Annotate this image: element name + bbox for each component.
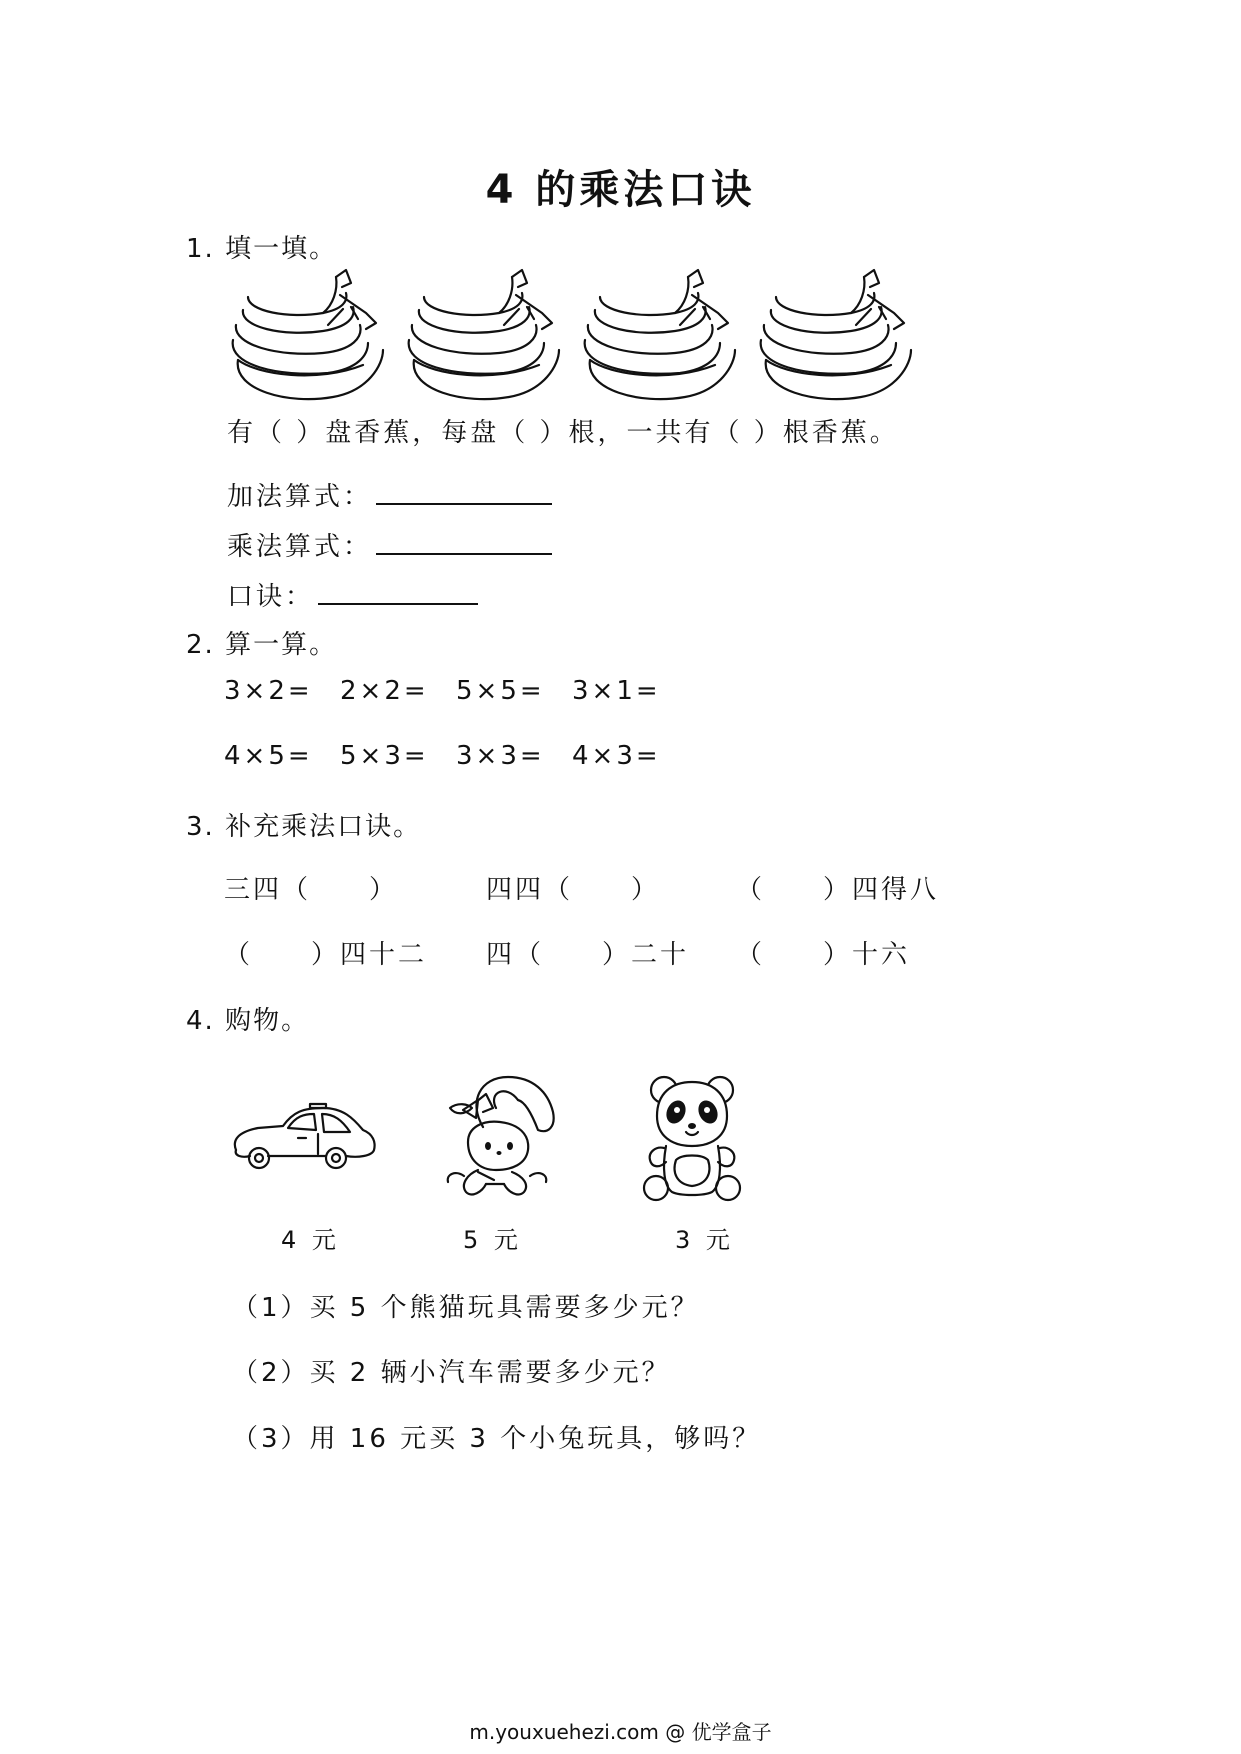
- q3-rhyme-item: （ ）四十二: [224, 940, 428, 970]
- q4-question-3: （3）用 16 元买 3 个小兔玩具，够吗？: [232, 1424, 762, 1454]
- q2-problem: 3×2=: [224, 676, 313, 706]
- q4-heading: 4. 购物。: [186, 1006, 310, 1036]
- car-price: 4 元: [281, 1226, 340, 1254]
- q2-heading: 2. 算一算。: [186, 630, 338, 660]
- toy-panda-icon: [642, 1068, 742, 1208]
- panda-price: 3 元: [675, 1226, 734, 1254]
- multiplication-label: 乘法算式：: [227, 532, 373, 562]
- page-title: 4 的乘法口诀: [485, 167, 756, 213]
- q2-problem: 2×2=: [340, 676, 429, 706]
- q4-question-1: （1）买 5 个熊猫玩具需要多少元？: [232, 1293, 700, 1323]
- q3-rhyme-item: 四四（ ）: [486, 875, 661, 905]
- q3-rhyme-item: 四（ ）二十: [486, 940, 690, 970]
- footer-watermark: m.youxuehezi.com @ 优学盒子: [469, 1720, 772, 1744]
- rhyme-answer-blank[interactable]: [318, 583, 478, 605]
- q3-heading: 3. 补充乘法口诀。: [186, 812, 422, 842]
- rhyme-label: 口诀：: [227, 582, 315, 612]
- banana-plate-icon: [0, 0, 1241, 420]
- q1-heading: 1. 填一填。: [186, 234, 338, 264]
- toy-car-icon: [228, 1100, 378, 1180]
- q2-problem: 5×5=: [456, 676, 545, 706]
- q3-rhyme-item: 三四（ ）: [224, 875, 399, 905]
- q2-problem: 5×3=: [340, 741, 429, 771]
- multiplication-answer-blank[interactable]: [376, 533, 552, 555]
- q3-rhyme-item: （ ）十六: [736, 940, 911, 970]
- toy-rabbit-icon: [438, 1072, 578, 1202]
- addition-answer-blank[interactable]: [376, 483, 552, 505]
- q1-addition-row: [227, 476, 552, 513]
- q2-problem: 3×3=: [456, 741, 545, 771]
- q3-rhyme-item: （ ）四得八: [736, 875, 940, 905]
- q1-sentence: 有（ ）盘香蕉，每盘（ ）根，一共有（ ）根香蕉。: [227, 418, 899, 448]
- q2-problem: 3×1=: [572, 676, 661, 706]
- q2-problem: 4×5=: [224, 741, 313, 771]
- q4-question-2: （2）买 2 辆小汽车需要多少元？: [232, 1358, 671, 1388]
- rabbit-price: 5 元: [463, 1226, 522, 1254]
- q1-rhyme-row: [227, 576, 478, 613]
- q1-multiplication-row: [227, 526, 552, 563]
- addition-label: 加法算式：: [227, 482, 373, 512]
- q2-problem: 4×3=: [572, 741, 661, 771]
